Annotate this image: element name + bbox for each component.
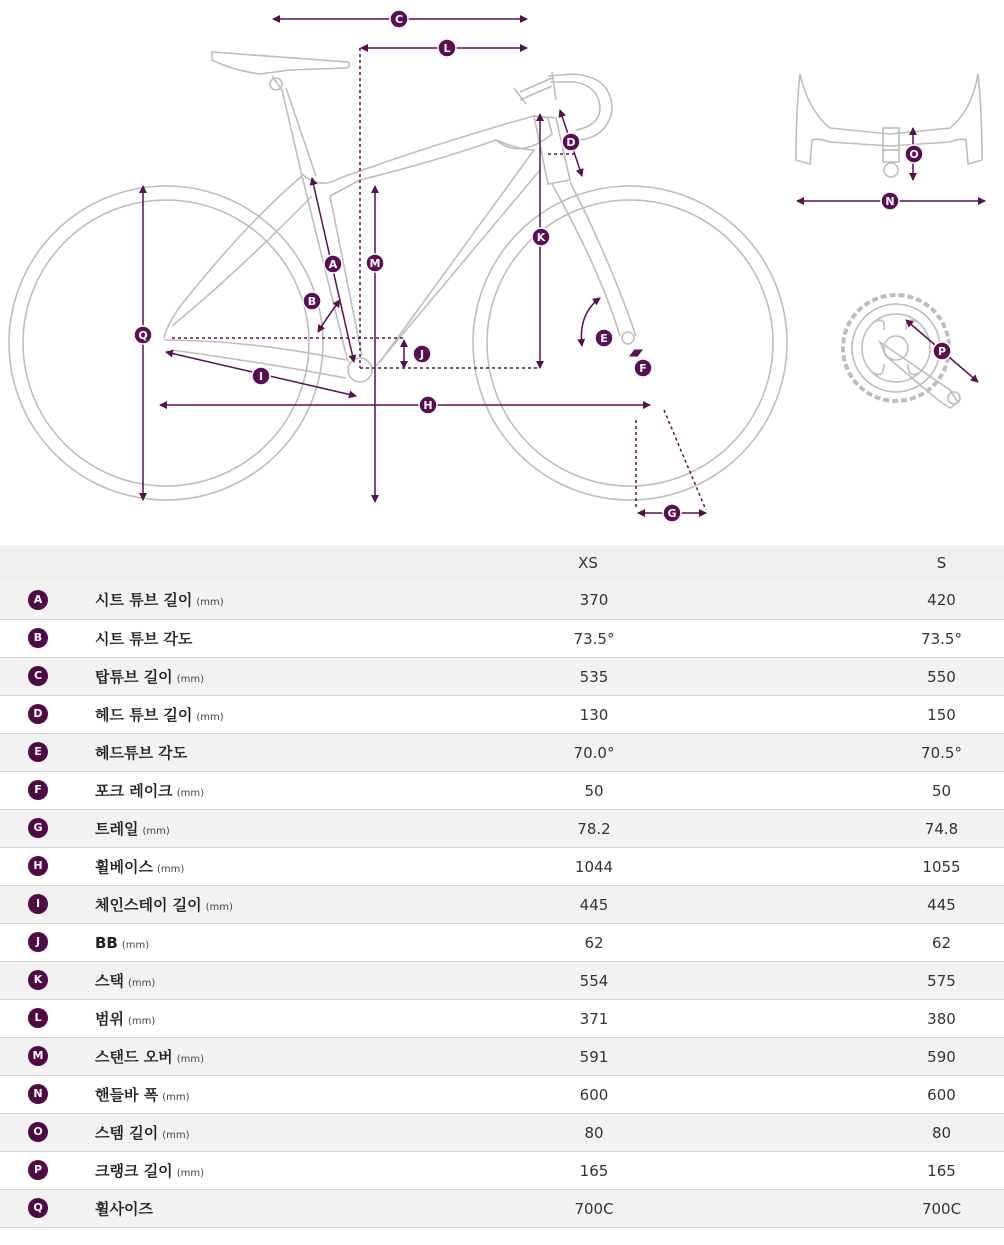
value-s-cell (735, 999, 1004, 1037)
value-xs-cell (445, 1151, 735, 1189)
value-xs: 370 (579, 591, 609, 610)
value-xs-cell (445, 581, 735, 619)
row-letter-cell (0, 619, 95, 657)
value-s-cell (735, 847, 1004, 885)
value-xs: 73.5° (573, 629, 615, 648)
value-s-cell (735, 923, 1004, 961)
value-s: 50 (931, 781, 952, 800)
dimension-letter-badge: C (28, 666, 48, 686)
value-xs-cell (445, 771, 735, 809)
value-xs-cell (445, 695, 735, 733)
row-letter-cell (0, 1189, 95, 1227)
table-row (0, 885, 1004, 923)
value-s: 74.8 (924, 819, 959, 838)
row-letter-cell (0, 1037, 95, 1075)
value-s-cell (735, 885, 1004, 923)
header-blank-label (95, 545, 445, 581)
svg-text:Q: Q (138, 329, 148, 342)
dimension-label: 탑튜브 길이 (95, 667, 173, 686)
value-s: 550 (927, 667, 956, 686)
value-xs: 535 (579, 667, 609, 686)
badge-O (905, 145, 923, 163)
value-xs-cell (445, 657, 735, 695)
badge-F (634, 359, 652, 377)
value-xs-cell (445, 1075, 735, 1113)
svg-text:H: H (423, 399, 433, 412)
row-label-cell (95, 1037, 445, 1075)
dimension-unit: (mm) (176, 1053, 204, 1065)
row-label-cell (95, 999, 445, 1037)
value-s-cell (735, 1113, 1004, 1151)
badge-A (324, 255, 342, 273)
table-row (0, 1075, 1004, 1113)
value-xs: 371 (579, 1009, 609, 1028)
svg-text:D: D (566, 136, 576, 149)
row-letter-cell (0, 1113, 95, 1151)
value-s: 1055 (922, 857, 961, 876)
dimension-unit: (mm) (196, 711, 224, 723)
dimension-label: 헤드 튜브 길이 (95, 705, 193, 724)
row-letter-cell (0, 885, 95, 923)
value-xs: 1044 (574, 857, 614, 876)
handlebar (548, 74, 612, 148)
dimension-label: 헤드튜브 각도 (95, 743, 188, 762)
value-s: 150 (927, 705, 956, 724)
dimension-letter-badge: K (28, 970, 48, 990)
down-tube (376, 140, 540, 366)
dimension-unit: (mm) (156, 863, 185, 875)
dimension-letter-badge: Q (28, 1198, 48, 1218)
value-xs: 80 (584, 1123, 604, 1142)
bike-outline (9, 52, 982, 500)
value-xs: 700C (574, 1199, 614, 1218)
value-s: 590 (927, 1047, 956, 1066)
value-s-cell (735, 1189, 1004, 1227)
dimension-letter-badge: H (28, 856, 48, 876)
value-s: 600 (927, 1085, 956, 1104)
table-row (0, 581, 1004, 619)
value-xs-cell (445, 847, 735, 885)
svg-text:M: M (369, 257, 381, 270)
svg-text:I: I (258, 370, 264, 383)
dimension-unit: (mm) (121, 939, 150, 951)
dimension-label: 포크 레이크 (95, 781, 173, 800)
value-s-cell (735, 733, 1004, 771)
row-label-cell (95, 771, 445, 809)
value-xs: 591 (579, 1047, 609, 1066)
value-xs: 62 (584, 933, 604, 952)
dimension-label: 휠사이즈 (95, 1199, 153, 1218)
value-xs-cell (445, 1037, 735, 1075)
table-row (0, 809, 1004, 847)
dimension-label: 체인스테이 길이 (95, 895, 202, 914)
value-s-cell (735, 581, 1004, 619)
row-letter-cell (0, 581, 95, 619)
row-letter-cell (0, 961, 95, 999)
dimension-unit: (mm) (176, 673, 204, 685)
row-label-cell (95, 923, 445, 961)
row-label-cell (95, 657, 445, 695)
value-xs-cell (445, 923, 735, 961)
bike-geometry-diagram (0, 0, 1004, 545)
dimension-unit: (mm) (176, 787, 204, 799)
dimension-unit: (mm) (162, 1091, 190, 1103)
table-row (0, 619, 1004, 657)
svg-text:N: N (885, 195, 895, 208)
dimension-letter-badge: A (28, 590, 48, 610)
dimension-label: 크랭크 길이 (95, 1161, 173, 1180)
dimension-letter-badge: I (28, 894, 48, 914)
badge-D (562, 133, 580, 151)
value-xs: 600 (579, 1085, 609, 1104)
row-letter-cell (0, 695, 95, 733)
table-row (0, 657, 1004, 695)
dimension-label: 스탠드 오버 (95, 1047, 173, 1066)
value-s: 420 (927, 591, 956, 610)
svg-text:C: C (394, 13, 404, 26)
row-letter-cell (0, 809, 95, 847)
dimension-unit: (mm) (205, 901, 233, 913)
svg-text:B: B (307, 295, 317, 308)
seat-post (272, 76, 316, 176)
saddle (212, 52, 350, 74)
svg-text:A: A (328, 258, 338, 271)
dimension-letter-badge: J (28, 932, 48, 952)
badge-B (303, 292, 321, 310)
value-xs: 445 (579, 895, 609, 914)
dimension-letter-badge: P (28, 1160, 48, 1180)
value-s: 73.5° (921, 629, 962, 648)
dimension-label: BB (95, 933, 118, 952)
dimension-label: 시트 튜브 길이 (95, 591, 193, 610)
dimension-label: 휠베이스 (95, 857, 153, 876)
value-xs: 50 (584, 781, 604, 800)
value-s-cell (735, 657, 1004, 695)
value-xs-cell (445, 809, 735, 847)
seat-stay (164, 176, 312, 338)
row-label-cell (95, 695, 445, 733)
value-s-cell (735, 809, 1004, 847)
row-label-cell (95, 733, 445, 771)
row-label-cell (95, 619, 445, 657)
table-row (0, 1189, 1004, 1227)
row-label-cell (95, 1075, 445, 1113)
dimension-label: 스템 길이 (95, 1123, 159, 1142)
dimension-letter-badge: E (28, 742, 48, 762)
value-xs: 70.0° (573, 743, 615, 762)
value-xs: 130 (579, 705, 609, 724)
table-row (0, 695, 1004, 733)
dimension-letter-badge: B (28, 628, 48, 648)
svg-text:L: L (443, 42, 451, 55)
top-tube (302, 116, 552, 196)
badge-I (252, 367, 270, 385)
value-xs-cell (445, 619, 735, 657)
svg-text:O: O (909, 148, 919, 161)
dimension-letter-badge: N (28, 1084, 48, 1104)
geometry-table (0, 545, 1004, 1228)
value-xs: 78.2 (577, 819, 611, 838)
value-s: 62 (931, 933, 952, 952)
table-row (0, 999, 1004, 1037)
row-letter-cell (0, 1075, 95, 1113)
table-row (0, 961, 1004, 999)
value-s: 70.5° (921, 743, 962, 762)
handlebar-front-view (796, 74, 982, 177)
row-label-cell (95, 885, 445, 923)
value-xs-cell (445, 999, 735, 1037)
table-row (0, 771, 1004, 809)
badge-P (933, 342, 951, 360)
dimension-letter-badge: D (28, 704, 48, 724)
row-letter-cell (0, 733, 95, 771)
value-xs-cell (445, 961, 735, 999)
badge-G (663, 504, 681, 522)
table-header-row (0, 545, 1004, 581)
badge-H (419, 396, 437, 414)
badge-N (881, 192, 899, 210)
dimension-label: 스택 (95, 971, 124, 990)
badge-E (595, 329, 613, 347)
row-label-cell (95, 1151, 445, 1189)
svg-text:E: E (600, 332, 608, 345)
row-label-cell (95, 847, 445, 885)
value-s-cell (735, 1075, 1004, 1113)
dimension-letter-badge: O (28, 1122, 48, 1142)
dimension-unit: (mm) (127, 977, 156, 989)
table-row (0, 923, 1004, 961)
dimension-lines (143, 19, 985, 513)
value-xs-cell (445, 733, 735, 771)
svg-text:J: J (419, 348, 425, 361)
row-label-cell (95, 809, 445, 847)
table-row (0, 1151, 1004, 1189)
value-s: 80 (931, 1123, 952, 1142)
dimension-letter-badge: M (28, 1046, 48, 1066)
badge-M (366, 254, 384, 272)
row-label-cell (95, 1189, 445, 1227)
dimension-letter-badge: F (28, 780, 48, 800)
badge-K (532, 228, 550, 246)
row-letter-cell (0, 1151, 95, 1189)
row-label-cell (95, 1113, 445, 1151)
dimension-unit: (mm) (162, 1129, 190, 1141)
value-s-cell (735, 1037, 1004, 1075)
row-label-cell (95, 961, 445, 999)
value-xs: 165 (579, 1161, 609, 1180)
row-letter-cell (0, 657, 95, 695)
dimension-label: 시트 튜브 각도 (95, 629, 193, 648)
table-row (0, 847, 1004, 885)
value-s-cell (735, 771, 1004, 809)
stem (514, 78, 552, 104)
value-s-cell (735, 961, 1004, 999)
dimension-label: 범위 (95, 1009, 124, 1028)
value-xs-cell (445, 885, 735, 923)
row-letter-cell (0, 771, 95, 809)
header-blank (0, 545, 95, 581)
badge-C (390, 10, 408, 28)
table-row (0, 733, 1004, 771)
dimension-letter-badge: L (28, 1008, 48, 1028)
header-size-s: S (936, 554, 947, 572)
svg-text:G: G (667, 507, 677, 520)
row-letter-cell (0, 923, 95, 961)
svg-text:F: F (639, 362, 647, 375)
value-xs-cell (445, 1189, 735, 1227)
dimension-label: 핸들바 폭 (95, 1085, 159, 1104)
svg-text:K: K (536, 231, 546, 244)
value-s: 700C (921, 1199, 962, 1218)
value-s: 575 (927, 971, 956, 990)
dimension-badges (134, 10, 951, 522)
badge-Q (134, 326, 152, 344)
table-row (0, 1037, 1004, 1075)
value-xs: 554 (579, 971, 609, 990)
row-letter-cell (0, 847, 95, 885)
dimension-letter-badge: G (28, 818, 48, 838)
value-s: 445 (927, 895, 956, 914)
row-letter-cell (0, 999, 95, 1037)
dimension-unit: (mm) (176, 1167, 204, 1179)
dimension-label: 트레일 (95, 819, 139, 838)
value-s: 380 (927, 1009, 956, 1028)
dimension-unit: (mm) (196, 597, 224, 609)
badge-L (438, 39, 456, 57)
value-s: 165 (927, 1161, 956, 1180)
value-xs-cell (445, 1113, 735, 1151)
value-s-cell (735, 1151, 1004, 1189)
header-size-xs: XS (578, 554, 598, 572)
badge-J (413, 345, 431, 363)
table-row (0, 1113, 1004, 1151)
row-label-cell (95, 581, 445, 619)
value-s-cell (735, 695, 1004, 733)
svg-text:P: P (937, 345, 947, 358)
dimension-unit: (mm) (142, 825, 170, 837)
value-s-cell (735, 619, 1004, 657)
dimension-unit: (mm) (127, 1015, 156, 1027)
